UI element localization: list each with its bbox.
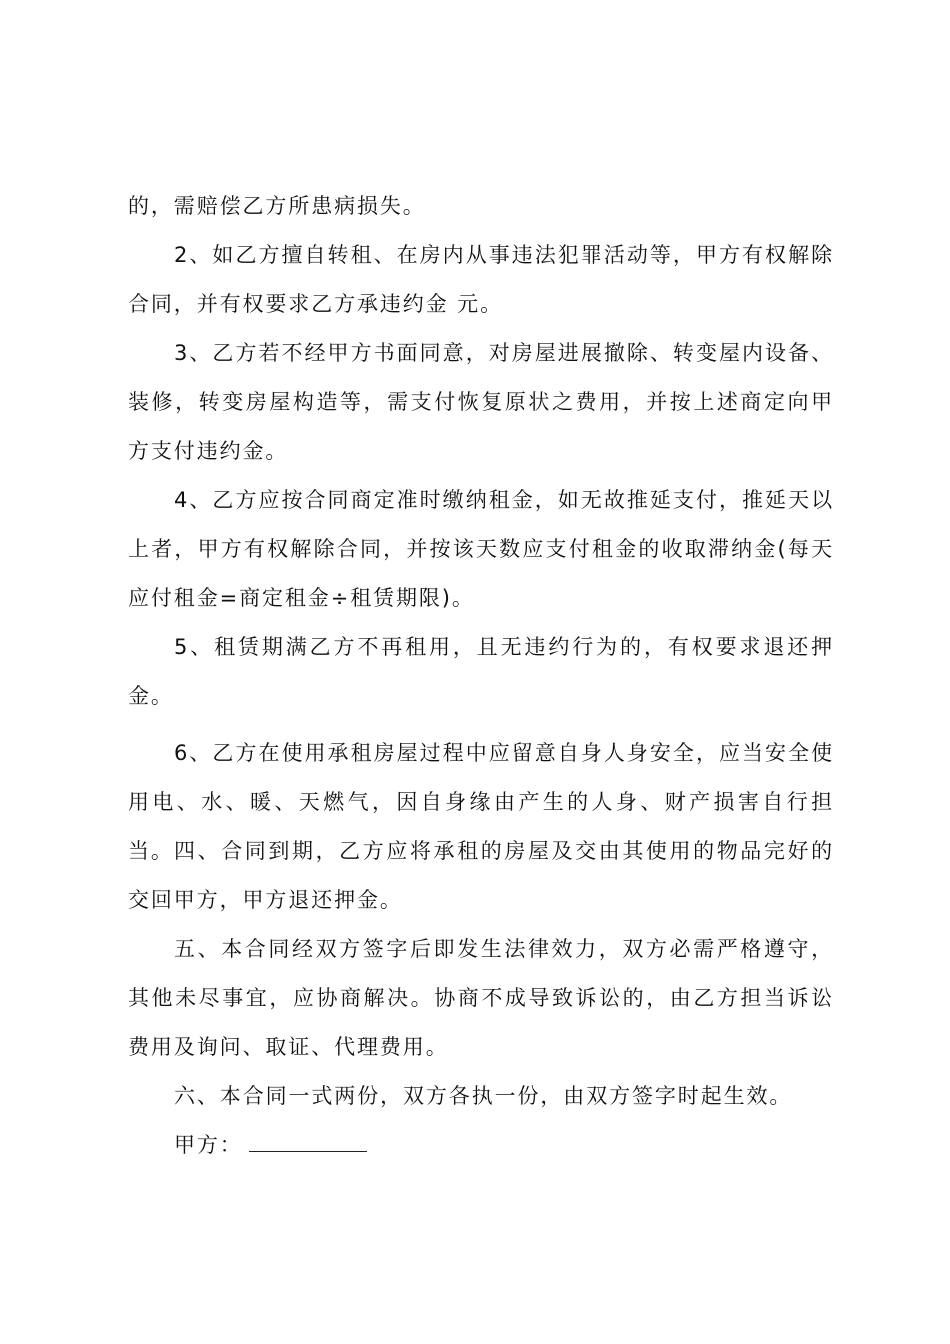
- paragraph-continuation: 的，需赔偿乙方所患病损失。: [128, 194, 426, 218]
- paragraph-clause-5: 5、租赁期满乙方不再租用，且无违约行为的，有权要求退还押金。: [128, 635, 834, 708]
- paragraph-clause-3: 3、乙方若不经甲方书面同意，对房屋进展撤除、转变屋内设备、装修，转变房屋构造等，需支付恢复原状之费用，并按上述商定向甲方支付违约金。: [128, 341, 834, 463]
- paragraph-section-6: 六、本合同一式两份，双方各执一份，由双方签字时起生效。: [174, 1084, 793, 1108]
- signature-line: [249, 1129, 367, 1152]
- paragraph-clause-6: 6、乙方在使用承租房屋过程中应留意自身人身安全，应当安全使用电、水、暖、天燃气，因自身缘由产生的人身、财产损害自行担当。: [128, 741, 834, 863]
- paragraph-clause-2: 2、如乙方擅自转租、在房内从事违法犯罪活动等，甲方有权解除合同，并有权要求乙方承违约金 元。: [128, 243, 834, 316]
- paragraph-section-5: 五、本合同经双方签字后即发生法律效力，双方必需严格遵守，其他未尽事宜，应协商解决。协商不成导致诉讼的，由乙方担当诉讼费用及询问、取证、代理费用。: [128, 937, 834, 1059]
- paragraph-clause-4: 4、乙方应按合同商定准时缴纳租金，如无故推延支付，推延天以上者，甲方有权解除合同，并按该天数应支付租金的收取滞纳金(每天应付租金=商定租金÷租赁期限)。: [128, 488, 834, 610]
- signature-block: [128, 1121, 834, 1170]
- signature-label: 甲方：: [174, 1133, 243, 1157]
- paragraph-section-4: 四、合同到期，乙方应将承租的房屋及交由其使用的物品完好的交回甲方，甲方退还押金。: [128, 839, 834, 912]
